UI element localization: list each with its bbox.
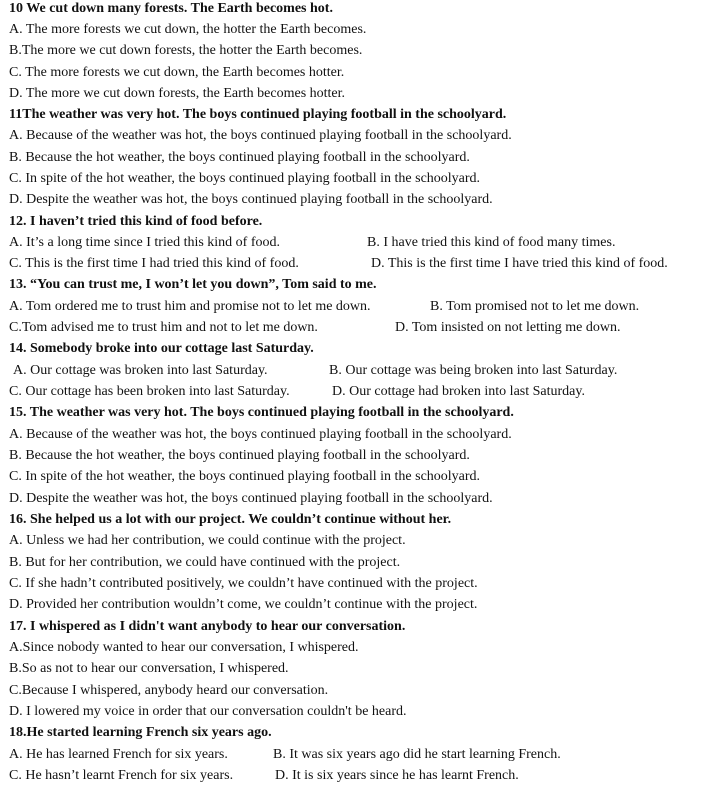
question-12-option-c: C. This is the first time I had tried this kind of food. [9, 256, 299, 271]
question-17-option-b: B.So as not to hear our conversation, I whispered. [9, 661, 289, 676]
question-14-stem: 14. Somebody broke into our cottage last Saturday. [9, 341, 314, 356]
question-12-stem: 12. I haven’t tried this kind of food before. [9, 214, 263, 229]
question-12-option-b: B. I have tried this kind of food many times. [367, 235, 616, 250]
question-11-stem: 11The weather was very hot. The boys continued playing football in the schoolyard. [9, 107, 507, 122]
question-17-stem: 17. I whispered as I didn't want anybody to hear our conversation. [9, 619, 406, 634]
question-17-option-c: C.Because I whispered, anybody heard our conversation. [9, 683, 329, 698]
question-16-option-b: B. But for her contribution, we could have continued with the project. [9, 555, 401, 570]
question-18-option-c: C. He hasn’t learnt French for six years. [9, 768, 234, 783]
question-15-option-a: A. Because of the weather was hot, the boys continued playing football in the schoolyard. [9, 427, 512, 442]
question-18-option-b: B. It was six years ago did he start learning French. [273, 747, 561, 762]
question-18-option-d: D. It is six years since he has learnt French. [275, 768, 519, 783]
question-11-option-d: D. Despite the weather was hot, the boys continued playing football in the schoolyard. [9, 192, 493, 207]
question-11-option-c: C. In spite of the hot weather, the boys continued playing football in the schoolyard. [9, 171, 481, 186]
question-10-option-c: C. The more forests we cut down, the Earth becomes hotter. [9, 65, 345, 80]
question-14-option-c: C. Our cottage has been broken into last Saturday. [9, 384, 290, 399]
question-16-option-a: A. Unless we had her contribution, we could continue with the project. [9, 533, 406, 548]
question-15-option-b: B. Because the hot weather, the boys continued playing football in the schoolyard. [9, 448, 470, 463]
question-13-option-c: C.Tom advised me to trust him and not to let me down. [9, 320, 318, 335]
question-17-option-a: A.Since nobody wanted to hear our conversation, I whispered. [9, 640, 359, 655]
question-13-option-d: D. Tom insisted on not letting me down. [395, 320, 621, 335]
question-16-option-c: C. If she hadn’t contributed positively, we couldn’t have continued with the project. [9, 576, 478, 591]
question-10-option-d: D. The more we cut down forests, the Earth becomes hotter. [9, 86, 346, 101]
question-17-option-d: D. I lowered my voice in order that our conversation couldn't be heard. [9, 704, 407, 719]
question-11-option-b: B. Because the hot weather, the boys continued playing football in the schoolyard. [9, 150, 470, 165]
question-10-stem: 10 We cut down many forests. The Earth becomes hot. [9, 1, 333, 16]
question-18-stem: 18.He started learning French six years ago. [9, 725, 272, 740]
question-15-stem: 15. The weather was very hot. The boys continued playing football in the schoolyard. [9, 405, 514, 420]
question-10-option-a: A. The more forests we cut down, the hotter the Earth becomes. [9, 22, 367, 37]
question-12-option-d: D. This is the first time I have tried this kind of food. [371, 256, 668, 271]
question-16-option-d: D. Provided her contribution wouldn’t come, we couldn’t continue with the project. [9, 597, 478, 612]
question-15-option-d: D. Despite the weather was hot, the boys continued playing football in the schoolyard. [9, 491, 493, 506]
question-13-option-a: A. Tom ordered me to trust him and promise not to let me down. [9, 299, 371, 314]
question-14-option-b: B. Our cottage was being broken into last Saturday. [329, 363, 618, 378]
question-18-option-a: A. He has learned French for six years. [9, 747, 228, 762]
question-16-stem: 16. She helped us a lot with our project. We couldn’t continue without her. [9, 512, 452, 527]
question-13-option-b: B. Tom promised not to let me down. [430, 299, 640, 314]
question-11-option-a: A. Because of the weather was hot, the boys continued playing football in the schoolyard. [9, 128, 512, 143]
question-15-option-c: C. In spite of the hot weather, the boys continued playing football in the schoolyard. [9, 469, 481, 484]
question-14-option-a: A. Our cottage was broken into last Saturday. [13, 363, 268, 378]
question-14-option-d: D. Our cottage had broken into last Saturday. [332, 384, 585, 399]
question-10-option-b: B.The more we cut down forests, the hotter the Earth becomes. [9, 43, 363, 58]
question-13-stem: 13. “You can trust me, I won’t let you down”, Tom said to me. [9, 277, 377, 292]
question-12-option-a: A. It’s a long time since I tried this kind of food. [9, 235, 281, 250]
